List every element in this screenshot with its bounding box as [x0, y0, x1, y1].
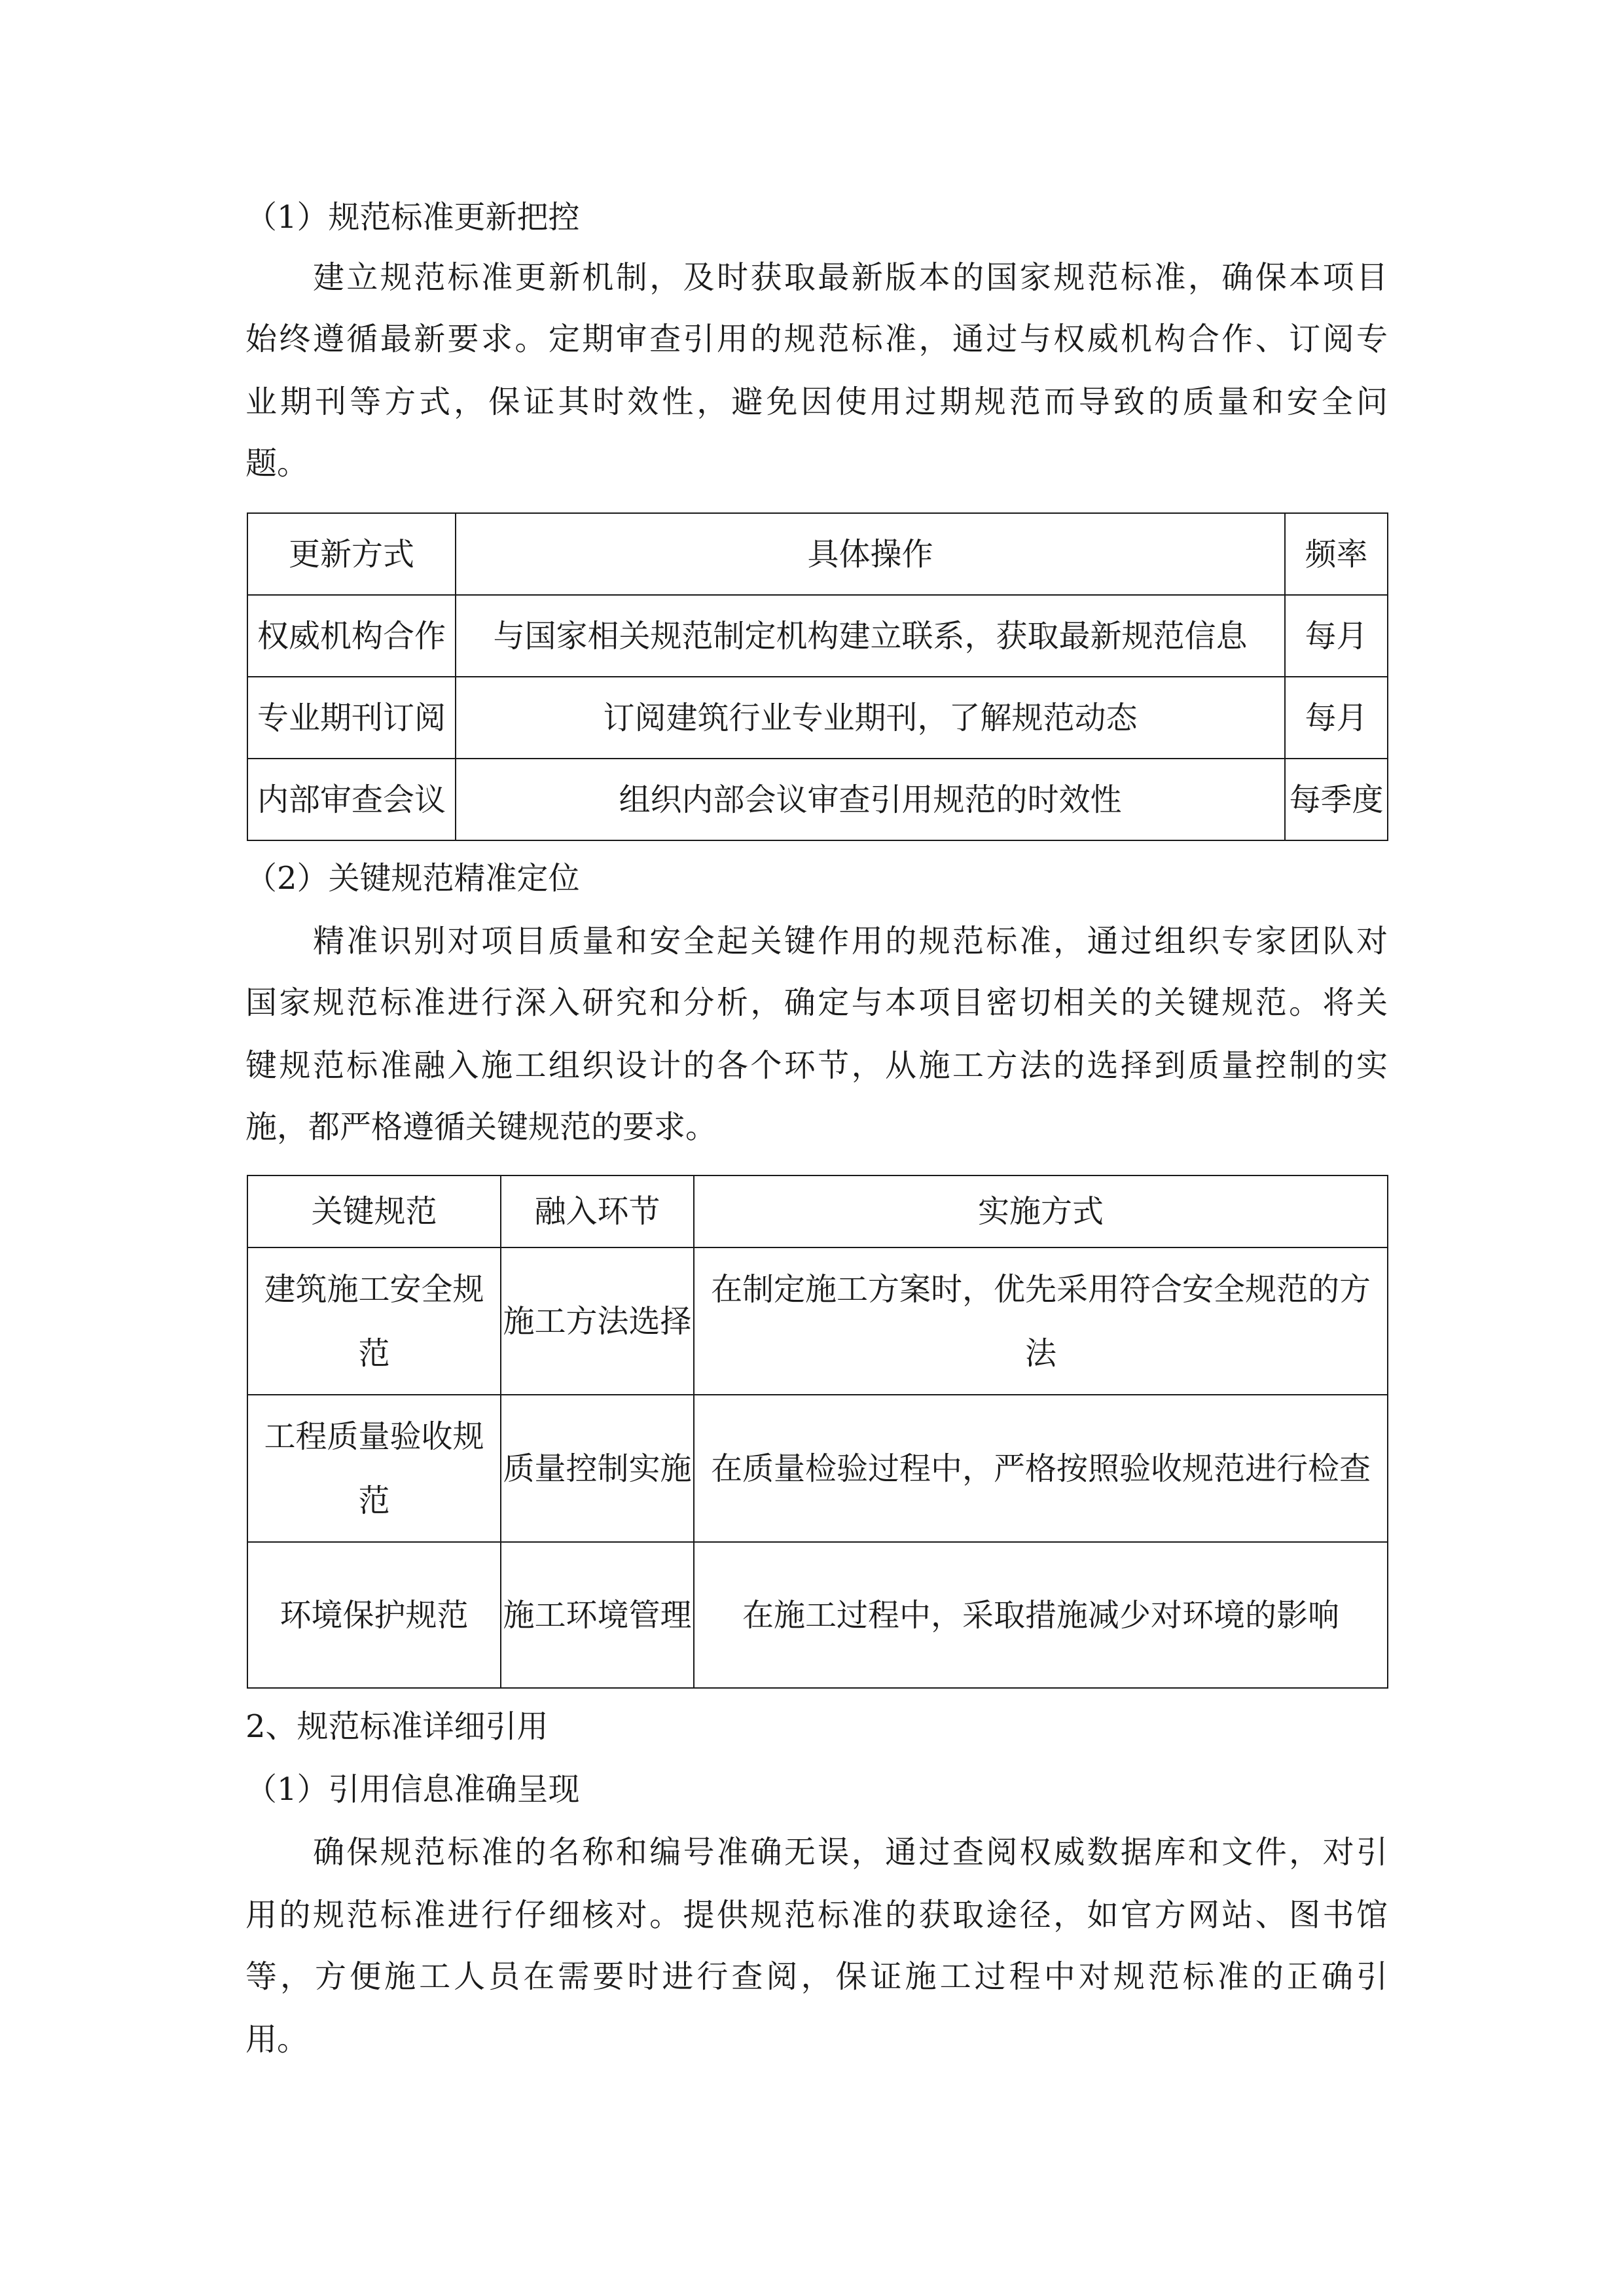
table-header-cell: 实施方式 — [694, 1175, 1388, 1247]
table-header-cell: 关键规范 — [247, 1175, 501, 1247]
table-cell: 工程质量验收规范 — [247, 1395, 501, 1542]
paragraph-line: 建立规范标准更新机制，及时获取最新版本的国家规范标准，确保本项目 — [313, 259, 1388, 296]
paragraph-line: 国家规范标准进行深入研究和分析，确定与本项目密切相关的关键规范。将关 — [245, 984, 1388, 1021]
paragraph-line: 用的规范标准进行仔细核对。提供规范标准的获取途径，如官方网站、图书馆 — [245, 1897, 1388, 1933]
table-row — [247, 759, 1388, 840]
table-row — [247, 677, 1388, 759]
paragraph-line: 施，都严格遵循关键规范的要求。 — [245, 1109, 717, 1145]
section-heading-3: 2、规范标准详细引用 — [245, 1708, 549, 1745]
table-cell: 每月 — [1285, 677, 1388, 759]
paragraph-line: 等，方便施工人员在需要时进行查阅，保证施工过程中对规范标准的正确引 — [245, 1958, 1388, 1995]
table-header-row — [247, 513, 1388, 595]
table-cell: 每月 — [1285, 595, 1388, 677]
paragraph-line: 精准识别对项目质量和安全起关键作用的规范标准，通过组织专家团队对 — [313, 923, 1388, 960]
table-header-cell: 频率 — [1285, 513, 1388, 595]
table-cell: 与国家相关规范制定机构建立联系，获取最新规范信息 — [456, 595, 1285, 677]
paragraph-line: 题。 — [245, 445, 309, 482]
table-cell: 权威机构合作 — [247, 595, 456, 677]
paragraph-line: 确保规范标准的名称和编号准确无误，通过查阅权威数据库和文件，对引 — [313, 1834, 1388, 1871]
section-heading-2: （2）关键规范精准定位 — [245, 860, 580, 897]
paragraph-line: 键规范标准融入施工组织设计的各个环节，从施工方法的选择到质量控制的实 — [245, 1047, 1388, 1084]
table-cell: 环境保护规范 — [247, 1542, 501, 1688]
table-cell: 专业期刊订阅 — [247, 677, 456, 759]
paragraph-line: 用。 — [245, 2021, 309, 2058]
subsection-heading: （1）引用信息准确呈现 — [245, 1771, 580, 1808]
key-standards-table — [247, 1175, 1388, 1689]
section-heading-1: （1）规范标准更新把控 — [245, 199, 580, 236]
table-row — [247, 595, 1388, 677]
table-row — [247, 1395, 1388, 1542]
table-header-cell: 具体操作 — [456, 513, 1285, 595]
table-cell: 在制定施工方案时，优先采用符合安全规范的方法 — [694, 1247, 1388, 1395]
table-cell: 订阅建筑行业专业期刊，了解规范动态 — [456, 677, 1285, 759]
table-cell: 每季度 — [1285, 759, 1388, 840]
paragraph-line: 业期刊等方式，保证其时效性，避免因使用过期规范而导致的质量和安全问 — [245, 384, 1388, 420]
update-methods-table — [247, 512, 1388, 841]
table-header-row — [247, 1175, 1388, 1247]
table-row — [247, 1542, 1388, 1688]
table-cell: 建筑施工安全规范 — [247, 1247, 501, 1395]
table-cell: 在施工过程中，采取措施减少对环境的影响 — [694, 1542, 1388, 1688]
table-cell: 施工环境管理 — [501, 1542, 694, 1688]
table-row — [247, 1247, 1388, 1395]
table-cell: 组织内部会议审查引用规范的时效性 — [456, 759, 1285, 840]
table-header-cell: 融入环节 — [501, 1175, 694, 1247]
paragraph-line: 始终遵循最新要求。定期审查引用的规范标准，通过与权威机构合作、订阅专 — [245, 321, 1388, 357]
table-cell: 施工方法选择 — [501, 1247, 694, 1395]
table-cell: 在质量检验过程中，严格按照验收规范进行检查 — [694, 1395, 1388, 1542]
table-cell: 内部审查会议 — [247, 759, 456, 840]
table-cell: 质量控制实施 — [501, 1395, 694, 1542]
table-header-cell: 更新方式 — [247, 513, 456, 595]
